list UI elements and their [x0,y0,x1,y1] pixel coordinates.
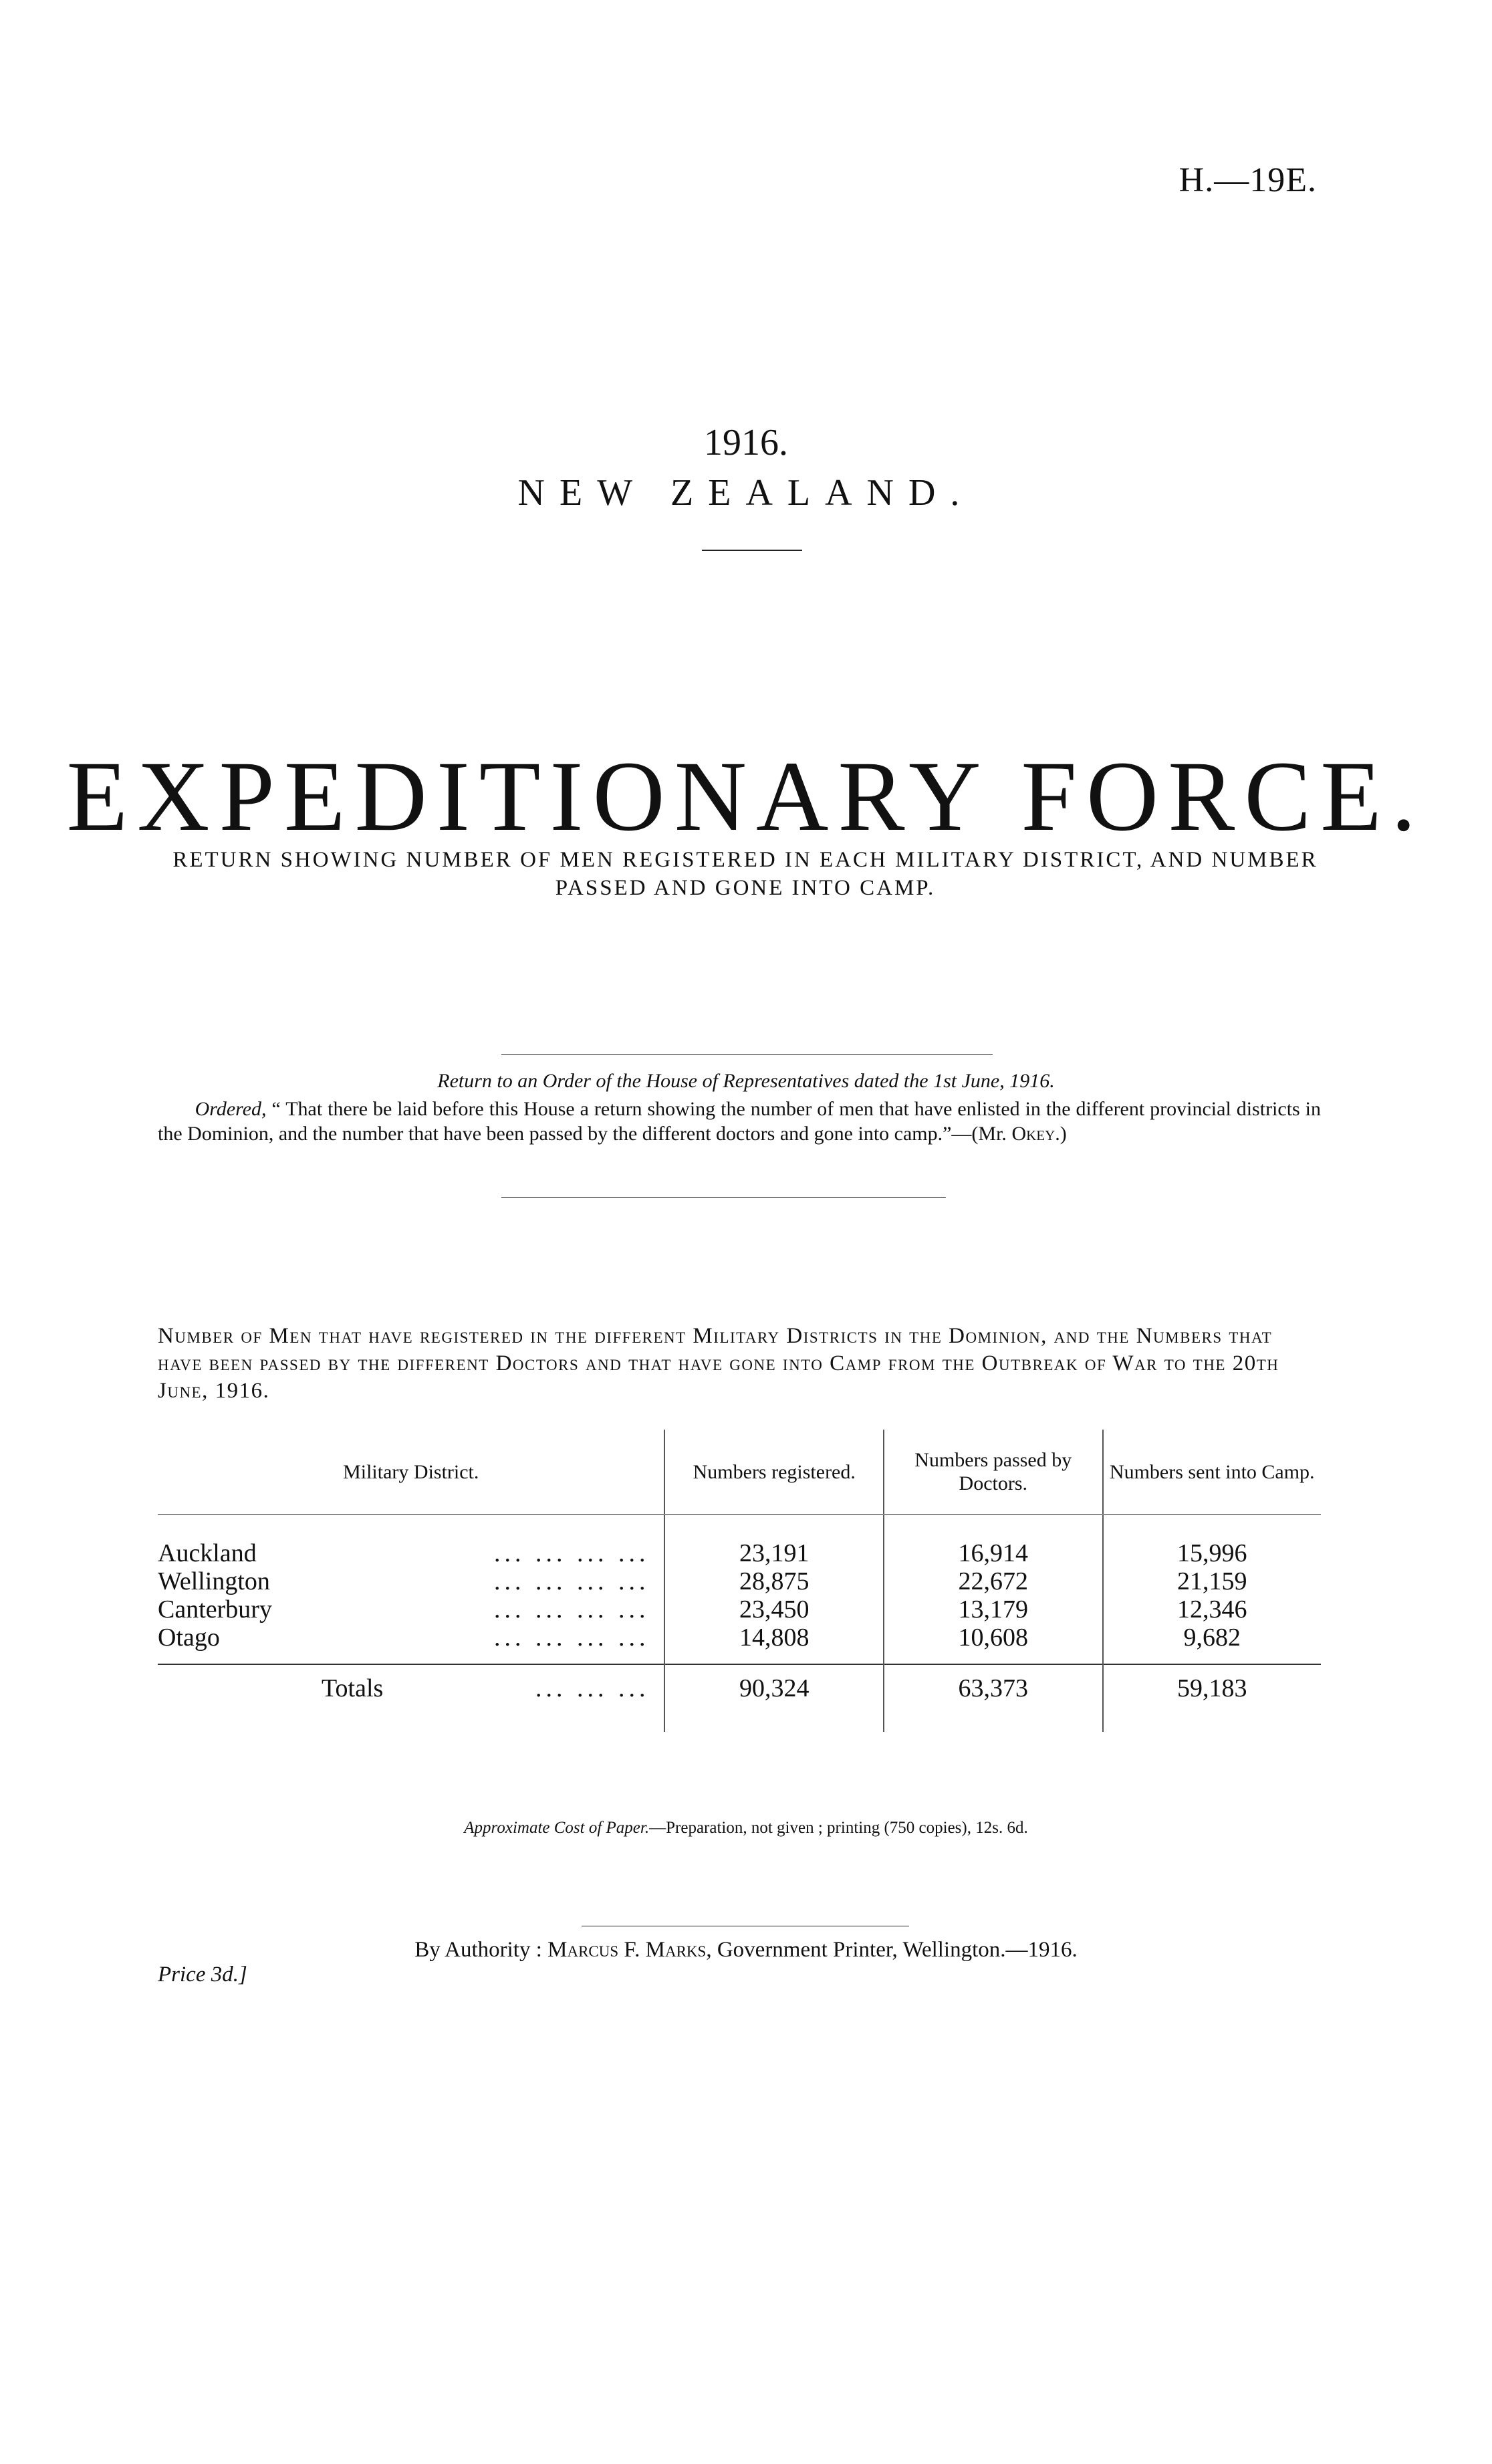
year: 1916. [704,422,788,463]
total-camp: 59,183 [1103,1664,1322,1732]
registered-value: 28,875 [664,1567,884,1595]
table-header-row [158,1430,1321,1515]
table-row [158,1623,1321,1664]
divider-short [702,550,802,551]
table-row [158,1515,1321,1567]
passed-value: 22,672 [884,1567,1102,1595]
camp-value: 12,346 [1103,1595,1322,1623]
total-registered: 90,324 [664,1664,884,1732]
camp-value: 15,996 [1103,1515,1322,1567]
printer-authority [0,1938,1492,1963]
district-table [158,1430,1321,1732]
leader-dots: ... ... ... ... [493,1567,650,1595]
cost-note [0,1819,1492,1837]
document-title: EXPEDITIONARY FORCE. [66,741,1426,852]
registered-value: 14,808 [664,1623,884,1664]
camp-value: 21,159 [1103,1567,1322,1595]
leader-dots: ... ... ... ... [493,1539,650,1567]
totals-row [158,1664,1321,1732]
member-name: Okey [1011,1123,1055,1145]
header-camp: Numbers sent into Camp. [1103,1430,1322,1515]
header-registered: Numbers registered. [664,1430,884,1515]
leader-dots: ... ... ... [535,1674,650,1702]
total-passed: 63,373 [884,1664,1102,1732]
authority-prefix: By Authority : [414,1938,548,1962]
camp-value: 9,682 [1103,1623,1322,1664]
passed-value: 10,608 [884,1623,1102,1664]
divider-upper [501,1054,993,1055]
table-row [158,1595,1321,1623]
district-name: Wellington [158,1567,270,1595]
document-reference: H.—19E. [1178,161,1317,199]
order-text: “ That there be laid before this House a return showing the number of men that have enlisted in the different provincial districts in the Dominion, and the number that have been passed by the different doctors and gone into camp.”—(Mr. [158,1098,1321,1145]
ordered-label: Ordered, [195,1098,267,1120]
cost-text: —Preparation, not given ; printing (750 copies), 12s. 6d. [649,1819,1028,1837]
printer-name: Marcus F. Marks [547,1938,707,1962]
passed-value: 13,179 [884,1595,1102,1623]
totals-label: Totals [322,1674,384,1702]
price-note: Price 3d.] [158,1963,247,1987]
district-name: Otago [158,1623,220,1652]
return-order-line: Return to an Order of the House of Representatives dated the 1st June, 1916. [437,1070,1055,1092]
leader-dots: ... ... ... ... [493,1623,650,1652]
authority-suffix: , Government Printer, Wellington.—1916. [706,1938,1078,1962]
passed-value: 16,914 [884,1515,1102,1567]
document-subtitle: RETURN SHOWING NUMBER OF MEN REGISTERED IN EACH MILITARY DISTRICT, AND NUMBER PASSED AND GONE INTO CAMP. [172,848,1318,900]
district-name: Canterbury [158,1595,272,1623]
header-district: Military District. [158,1430,664,1515]
registered-value: 23,191 [664,1515,884,1567]
cost-label: Approximate Cost of Paper. [464,1819,650,1837]
order-paragraph [158,1097,1321,1146]
district-name: Auckland [158,1539,257,1567]
table-heading: Number of Men that have registered in the different Military Districts in the Dominion, and the Numbers that have been passed by the different Doctors and that have gone into Camp from the Outbreak of War to the 20th June, 1916. [158,1324,1279,1403]
leader-dots: ... ... ... ... [493,1595,650,1623]
country-name: NEW ZEALAND. [517,472,975,514]
table-row [158,1567,1321,1595]
divider-lower [501,1197,946,1198]
header-passed: Numbers passed by Doctors. [884,1430,1102,1515]
registered-value: 23,450 [664,1595,884,1623]
order-end: .) [1055,1123,1067,1145]
